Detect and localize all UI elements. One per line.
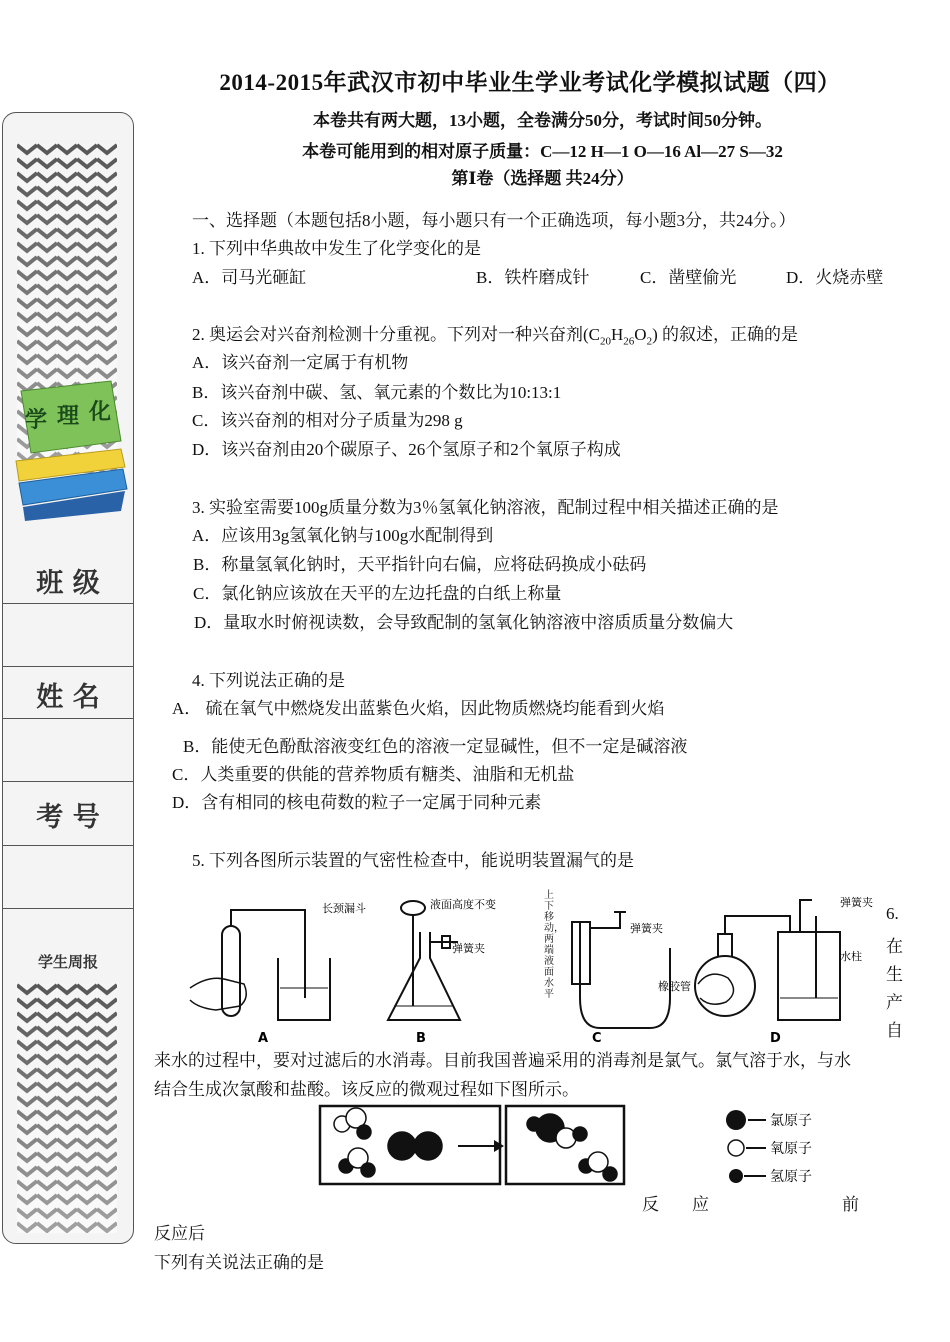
legend-oxygen: 氧原子	[770, 1141, 812, 1157]
ann-updown: 上下移动，两端液面水平	[544, 890, 564, 1000]
q4-stem: 4. 下列说法正确的是	[192, 671, 345, 690]
q4-option-b[interactable]: B．能使无色酚酞溶液变红色的溶液一定显碱性，但不一定是碱溶液	[183, 737, 688, 756]
fig-label-a: A	[258, 1031, 269, 1046]
id-label: 考 号	[36, 802, 100, 833]
q2-option-d[interactable]: D．该兴奋剂由20个碳原子、26个氢原子和2个氧原子构成	[192, 440, 621, 459]
label-before-3: 前	[842, 1195, 859, 1214]
ann-tube: 橡胶管	[658, 980, 691, 993]
ann-column: 水柱	[840, 950, 862, 963]
q4-option-a[interactable]: A． 硫在氧气中燃烧发出蓝紫色火焰，因此物质燃烧均能看到火焰	[172, 699, 665, 718]
name-field[interactable]	[3, 718, 133, 779]
exam-sidebar	[2, 112, 134, 1244]
name-label: 姓 名	[36, 682, 100, 713]
q2-option-b[interactable]: B．该兴奋剂中碳、氢、氧元素的个数比为10:13:1	[192, 383, 562, 402]
exam-info: 本卷共有两大题，13小题，全卷满分50分，考试时间50分钟。	[313, 111, 772, 130]
legend-hydrogen: 氢原子	[770, 1169, 812, 1185]
ann-level: 液面高度不变	[430, 898, 496, 911]
class-label: 班 级	[36, 568, 100, 599]
q1-option-d[interactable]: D．火烧赤壁	[786, 268, 884, 287]
q6-text-line1: 来水的过程中，要对过滤后的水消毒。目前我国普遍采用的消毒剂是氯气。氯气溶于水，与水	[154, 1051, 851, 1070]
logo-char: 理	[57, 404, 80, 429]
book-logo-icon	[11, 371, 127, 521]
q6-side-char: 产	[886, 993, 903, 1012]
q6-side-char: 6.	[886, 904, 899, 923]
q1-option-a[interactable]: A．司马光砸缸	[192, 268, 307, 287]
page-title: 2014-2015年武汉市初中毕业生学业考试化学模拟试题（四）	[219, 70, 841, 95]
q2-option-a[interactable]: A．该兴奋剂一定属于有机物	[192, 353, 409, 372]
ann-clip-c: 弹簧夹	[630, 922, 663, 935]
label-after: 反应后	[154, 1224, 205, 1243]
q5-stem: 5. 下列各图所示装置的气密性检查中，能说明装置漏气的是	[192, 851, 634, 870]
fig-label-c: C	[592, 1031, 602, 1046]
q6-side-char: 自	[886, 1021, 903, 1040]
q6-question: 下列有关说法正确的是	[154, 1253, 324, 1272]
label-before-2: 应	[692, 1195, 709, 1214]
q3-option-c[interactable]: C．氯化钠应该放在天平的左边托盘的白纸上称量	[193, 584, 562, 603]
q4-option-c[interactable]: C．人类重要的供能的营养物质有糖类、油脂和无机盐	[172, 765, 575, 784]
section-heading: 第Ⅰ卷（选择题 共24分）	[451, 169, 634, 188]
reaction-diagram	[318, 1104, 858, 1188]
q6-text-line2: 结合生成次氯酸和盐酸。该反应的微观过程如下图所示。	[154, 1080, 579, 1099]
q1-option-b[interactable]: B．铁杵磨成针	[476, 268, 590, 287]
q3-option-a[interactable]: A．应该用3g氢氧化钠与100g水配制得到	[192, 526, 494, 545]
atomic-mass-info: 本卷可能用到的相对原子质量：C—12 H—1 O—16 Al—27 S—32	[302, 142, 783, 161]
q3-option-d[interactable]: D．量取水时俯视读数，会导致配制的氢氧化钠溶液中溶质质量分数偏大	[194, 613, 734, 632]
ann-clip-d: 弹簧夹	[840, 896, 873, 909]
id-field[interactable]	[3, 845, 133, 906]
legend-chlorine: 氯原子	[770, 1113, 812, 1129]
label-before-1: 反	[642, 1195, 659, 1214]
logo-char: 化	[89, 400, 112, 425]
ann-funnel: 长颈漏斗	[322, 902, 366, 915]
q3-stem: 3. 实验室需要100g质量分数为3％氢氧化钠溶液，配制过程中相关描述正确的是	[192, 498, 779, 517]
q6-side-char: 生	[886, 965, 903, 984]
fig-label-b: B	[416, 1031, 426, 1046]
q2-stem: 2. 奥运会对兴奋剂检测十分重视。下列对一种兴奋剂$(C_{20}H_{26}O_2)$ 的叙述，正确的是	[192, 325, 798, 348]
ann-clip: 弹簧夹	[452, 942, 485, 955]
q3-option-b[interactable]: B．称量氢氧化钠时，天平指针向右偏，应将砝码换成小砝码	[193, 555, 647, 574]
logo-char: 学	[25, 408, 48, 433]
brand-label: 学生周报	[37, 953, 98, 971]
q1-option-c[interactable]: C．凿壁偷光	[640, 268, 737, 287]
chevron-pattern-icon	[17, 983, 117, 1233]
q6-side-char: 在	[886, 937, 903, 956]
q4-option-d[interactable]: D．含有相同的核电荷数的粒子一定属于同种元素	[172, 793, 542, 812]
q1-stem: 1. 下列中华典故中发生了化学变化的是	[192, 239, 481, 258]
part1-heading: 一、选择题（本题包括8小题，每小题只有一个正确选项，每小题3分，共24分。）	[192, 211, 796, 230]
apparatus-figure	[180, 888, 880, 1046]
class-field[interactable]	[3, 603, 133, 664]
q2-option-c[interactable]: C．该兴奋剂的相对分子质量为298 g	[192, 411, 463, 430]
fig-label-d: D	[770, 1031, 781, 1046]
